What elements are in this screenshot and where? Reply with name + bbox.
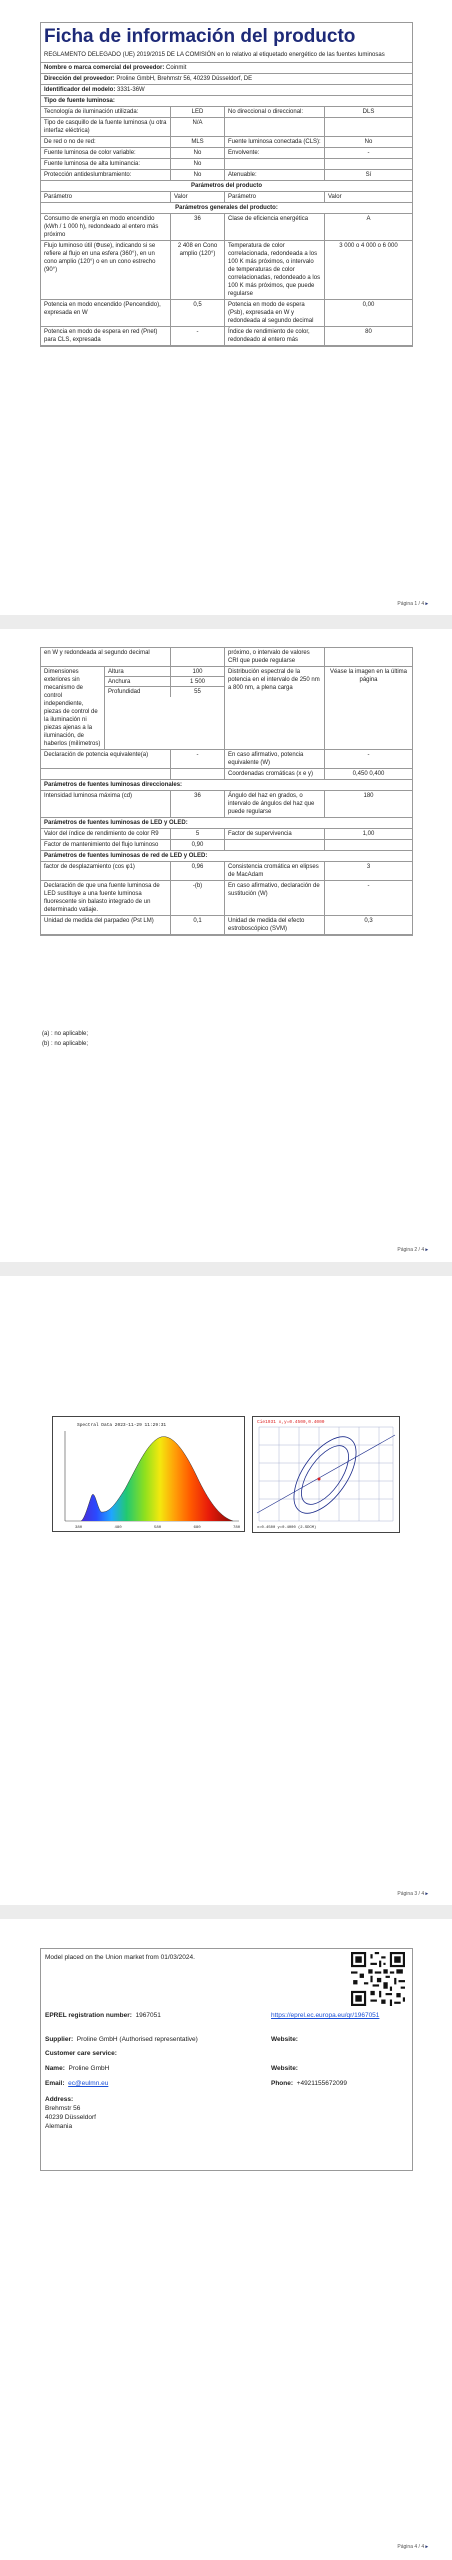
param-value: No (171, 159, 225, 169)
param-label-2: En caso afirmativo, declaración de sustitución (W) (225, 881, 325, 915)
table-row (41, 750, 412, 769)
param-label: Unidad de medida del parpadeo (Pst LM) (41, 916, 171, 934)
param-label-2: Potencia en modo de espera (Psb), expresada en W y redondeada al segundo decimal (225, 300, 325, 326)
table-row (41, 862, 412, 881)
param-label: Factor de mantenimiento del flujo luminoso (41, 840, 171, 850)
eprel-qr-code[interactable] (351, 1952, 405, 2006)
table-row (41, 769, 412, 780)
table-row (41, 881, 412, 916)
param-label-2: Coordenadas cromáticas (x e y) (225, 769, 325, 779)
footnote-b: (b) : no aplicable; (42, 1041, 89, 1047)
x-tick-label: 580 (154, 1526, 162, 1530)
param-label: Potencia en modo encendido (Pencendido), expresada en W (41, 300, 171, 326)
param-label-2: Temperatura de color correlacionada, redondeada a los 100 K más próximos, o intervalo de temperaturas de color correlacionadas, redondeado a los 100 K más próximos, que puede regularse (225, 241, 325, 299)
supplier-name-value: Coinmit (166, 65, 187, 71)
page-marker-icon: ▸ (425, 1891, 428, 1897)
care-email-label: Email: (45, 2080, 65, 2087)
param-value-2: - (367, 752, 370, 758)
dimension-name: Altura (105, 667, 170, 677)
supplier-address-row (41, 74, 412, 85)
param-value-2: 3 000 o 4 000 o 6 000 (339, 243, 398, 249)
param-value: 0,1 (171, 916, 225, 934)
param-label-2 (225, 159, 325, 169)
page-title: Ficha de información del producto (44, 26, 356, 47)
page-number (397, 1247, 428, 1253)
table-row (41, 300, 412, 327)
param-value: 0,90 (171, 840, 225, 850)
param-label: Tecnología de iluminación utilizada: (41, 107, 171, 117)
address-line: Alemania (45, 2123, 73, 2130)
param-label-2: Atenuable: (225, 170, 325, 180)
page-marker-icon: ▸ (425, 1247, 428, 1253)
page-number-text: Página 3 / 4 (397, 1891, 425, 1897)
param-value: 0,96 (171, 862, 225, 880)
param-value: No (171, 170, 225, 180)
table-row (41, 829, 412, 840)
model-value: 3331-36W (117, 87, 145, 93)
dimensions-row (41, 667, 412, 750)
model-label: Identificador del modelo: (44, 87, 116, 93)
param-value: -(b) (171, 881, 225, 915)
param-label-2: próximo, o intervalo de valores CRI que puede regularse (225, 648, 325, 666)
table-row (41, 118, 412, 137)
page-4 (0, 1919, 452, 2560)
col-header-value-2: Valor (328, 194, 342, 200)
param-value: 5 (171, 829, 225, 839)
param-value (171, 769, 225, 779)
directional-heading: Parámetros de fuentes luminosas direccionales: (41, 780, 412, 791)
param-value: MLS (171, 137, 225, 147)
table-row (41, 916, 412, 935)
footnote-a: (a) : no aplicable; (42, 1031, 89, 1037)
care-address-label: Address: (45, 2096, 74, 2103)
params-header-row (41, 192, 412, 203)
param-label: Fuente luminosa de alta luminancia: (41, 159, 171, 169)
product-info-table (40, 22, 413, 347)
cie-caption: x=0.4500 y=0.4000 (2-SDCM) (257, 1526, 317, 1530)
regulation-intro: REGLAMENTO DELEGADO (UE) 2019/2015 DE LA COMISIÓN en lo relativo al etiquetado energético de las fuentes luminosas (41, 49, 412, 63)
spectrum-title: Spectral Data 2023-11-29 11:29:31 (77, 1423, 167, 1428)
param-value-2: DLS (362, 109, 375, 115)
param-label-2: Consistencia cromática en elipses de MacAdam (225, 862, 325, 880)
supplier-info-box (40, 1948, 413, 2171)
param-label: Declaración de potencia equivalente(a) (41, 750, 171, 768)
care-website-label: Website: (271, 2065, 298, 2072)
param-label-2: No direccional o direccional: (225, 107, 325, 117)
eprel-number: 1967051 (135, 2012, 161, 2019)
x-tick-label: 480 (114, 1526, 122, 1530)
dimension-name: Profundidad (108, 689, 141, 695)
param-value-2: 1,00 (362, 831, 375, 837)
param-value-2 (325, 840, 412, 850)
page-number-text: Página 2 / 4 (397, 1247, 425, 1253)
dimension-names (105, 667, 171, 697)
macadam-ellipse-outer (282, 1426, 369, 1523)
care-phone-label: Phone: (271, 2080, 294, 2087)
supplier-name-row (41, 63, 412, 74)
param-value-2 (325, 648, 412, 666)
spectral-distribution-graph (52, 1416, 245, 1532)
supplier-address-value: Proline GmbH, Brehmstr 56, 40239 Düsseldorf, DE (116, 76, 253, 82)
param-label-2 (225, 118, 325, 136)
supplier-line (45, 2035, 198, 2044)
dimension-value: 1 500 (171, 677, 224, 687)
care-name-line (45, 2064, 109, 2073)
param-value: - (171, 327, 225, 345)
param-value: N/A (171, 118, 225, 136)
col-header-parameter: Parámetro (41, 192, 171, 202)
customer-care-label: Customer care service: (45, 2050, 117, 2057)
params-heading: Parámetros del producto (41, 181, 412, 192)
param-label-2: Envolvente: (225, 148, 325, 158)
spectral-label: Distribución espectral de la potencia en el intervalo de 250 nm a 800 nm, a plena carga (225, 667, 325, 749)
spectral-value: Véase la imagen en la última página (329, 669, 408, 683)
param-value: No (171, 148, 225, 158)
param-label: Valor del índice de rendimiento de color R9 (41, 829, 171, 839)
param-label-2 (225, 840, 325, 850)
param-value (171, 648, 225, 666)
table-row (41, 159, 412, 170)
page-3 (0, 1276, 452, 1905)
website-label: Website: (271, 2036, 298, 2043)
param-value-2: 0,3 (364, 918, 373, 924)
x-tick-label: 780 (233, 1526, 241, 1530)
param-value-2: A (366, 216, 371, 222)
param-value: 2 408 en Cono amplio (120°) (171, 241, 225, 299)
param-label (41, 769, 171, 779)
param-value-2 (325, 118, 412, 136)
chromaticity-point (318, 1478, 321, 1481)
type-heading: Tipo de fuente luminosa: (41, 96, 412, 107)
address-line: 40239 Düsseldorf (45, 2114, 96, 2121)
param-value: 36 (171, 791, 225, 817)
cie-svg (253, 1417, 399, 1532)
param-label-2: Clase de eficiencia energética (225, 214, 325, 240)
spectrum-svg (53, 1417, 244, 1531)
page-number (397, 601, 428, 607)
param-value: LED (171, 107, 225, 117)
param-label: Protección antideslumbramiento: (41, 170, 171, 180)
supplier-address-label: Dirección del proveedor: (44, 76, 115, 82)
page-number (397, 2544, 428, 2550)
dimensions-label: Dimensiones exteriores sin mecanismo de control independiente, piezas de control de la iluminación ni piezas ajenas a la iluminación, de haberlos (milímetros) (41, 667, 105, 749)
param-value-2: 180 (363, 793, 374, 799)
table-row (41, 241, 412, 300)
page-number-text: Página 4 / 4 (397, 2544, 425, 2550)
supplier-name-label: Nombre o marca comercial del proveedor: (44, 65, 165, 71)
param-value-2: 0,00 (362, 302, 375, 308)
param-label: Declaración de que una fuente luminosa de LED sustituye a una fuente luminosa fluorescente sin balasto integrado de un determinado vatiaje. (41, 881, 171, 915)
supplier-label: Supplier: (45, 2036, 74, 2043)
param-label: Potencia en modo de espera en red (Pnet) para CLS, expresada (41, 327, 171, 345)
care-phone-value: +4921155672099 (296, 2080, 347, 2087)
page-number (397, 1891, 428, 1897)
market-date: Model placed on the Union market from 01/03/2024. (45, 1954, 195, 1961)
param-value-2 (325, 159, 412, 169)
page-1 (0, 0, 452, 615)
planckian-locus (257, 1435, 395, 1513)
param-value-2: - (367, 150, 370, 156)
col-header-parameter-2: Parámetro (225, 192, 325, 202)
param-label-2: Factor de supervivencia (225, 829, 325, 839)
cie-chromaticity-graph (252, 1416, 400, 1533)
param-label-2: Índice de rendimiento de color, redondeado al entero más (225, 327, 325, 345)
table-row (41, 327, 412, 346)
param-label-2: Fuente luminosa conectada (CLS): (225, 137, 325, 147)
model-row (41, 85, 412, 96)
param-label: en W y redondeada al segundo decimal (41, 648, 171, 666)
table-row (41, 137, 412, 148)
dimension-values (171, 667, 225, 697)
care-address-lines (45, 2104, 96, 2131)
param-value-2: No (364, 139, 373, 145)
care-name-value: Proline GmbH (68, 2065, 110, 2072)
param-label-2: Ángulo del haz en grados, o intervalo de ángulos del haz que puede regularse (225, 791, 325, 817)
mains-heading: Parámetros de fuentes luminosas de red de LED y OLED: (41, 851, 412, 862)
general-heading: Parámetros generales del producto: (41, 203, 412, 214)
table-row (41, 214, 412, 241)
col-header-value: Valor (171, 192, 225, 202)
param-label: Fuente luminosa de color variable: (41, 148, 171, 158)
macadam-ellipse-inner (292, 1438, 357, 1512)
supplier-value: Proline GmbH (Authorised representative) (76, 2036, 198, 2043)
x-tick-label: 680 (193, 1526, 201, 1530)
param-label-2: En caso afirmativo, potencia equivalente (W) (225, 750, 325, 768)
address-line: Brehmstr 56 (45, 2105, 81, 2112)
param-value: 0,5 (171, 300, 225, 326)
page-number-text: Página 1 / 4 (397, 601, 425, 607)
eprel-link[interactable]: https://eprel.ec.europa.eu/qr/1967051 (271, 2012, 380, 2019)
page-2 (0, 629, 452, 1262)
table-row (41, 107, 412, 118)
param-label: Tipo de casquillo de la fuente luminosa (u otra interfaz eléctrica) (41, 118, 171, 136)
param-value-2: Sí (365, 172, 372, 178)
led-heading: Parámetros de fuentes luminosas de LED y OLED: (41, 818, 412, 829)
param-value-2: 3 (366, 864, 371, 870)
param-value-2: 0,450 0,400 (352, 771, 385, 777)
table-row (41, 791, 412, 818)
table-row (41, 170, 412, 181)
cie-title: Cie1931 x,y=0.4500,0.4000 (257, 1420, 325, 1425)
dimension-name: Anchura (105, 677, 170, 687)
param-label: De red o no de red: (41, 137, 171, 147)
param-value-2: 80 (365, 329, 372, 335)
dimension-value: 100 (171, 667, 224, 677)
spectrum-curve (81, 1437, 233, 1521)
care-phone-line (271, 2079, 347, 2088)
eprel-registration (45, 2011, 161, 2020)
param-label-2: Unidad de medida del efecto estroboscópico (SVM) (225, 916, 325, 934)
care-email-line (45, 2079, 108, 2088)
param-label: Flujo luminoso útil (Φuse), indicando si se refiere al flujo en una esfera (360°), en un cono amplio (120°) o en un cono estrecho (90°) (41, 241, 171, 299)
table-row (41, 648, 412, 667)
page-marker-icon: ▸ (425, 2544, 428, 2550)
table-row (41, 148, 412, 159)
eprel-label: EPREL registration number: (45, 2012, 132, 2019)
param-label: Intensidad luminosa máxima (cd) (41, 791, 171, 817)
care-email-link[interactable]: ec@eulmn.eu (68, 2080, 109, 2087)
product-info-table-cont (40, 647, 413, 936)
param-value: - (171, 750, 225, 768)
table-row (41, 840, 412, 851)
param-label: Consumo de energía en modo encendido (kWh / 1 000 h), redondeado al entero más próximo (41, 214, 171, 240)
care-name-label: Name: (45, 2065, 65, 2072)
footnotes (42, 1029, 88, 1049)
param-label: factor de desplazamiento (cos φ1) (41, 862, 171, 880)
dimension-value: 55 (194, 689, 201, 695)
param-value: 36 (171, 214, 225, 240)
x-tick-label: 380 (75, 1526, 83, 1530)
page-marker-icon: ▸ (425, 601, 428, 607)
param-value-2: - (367, 883, 370, 889)
